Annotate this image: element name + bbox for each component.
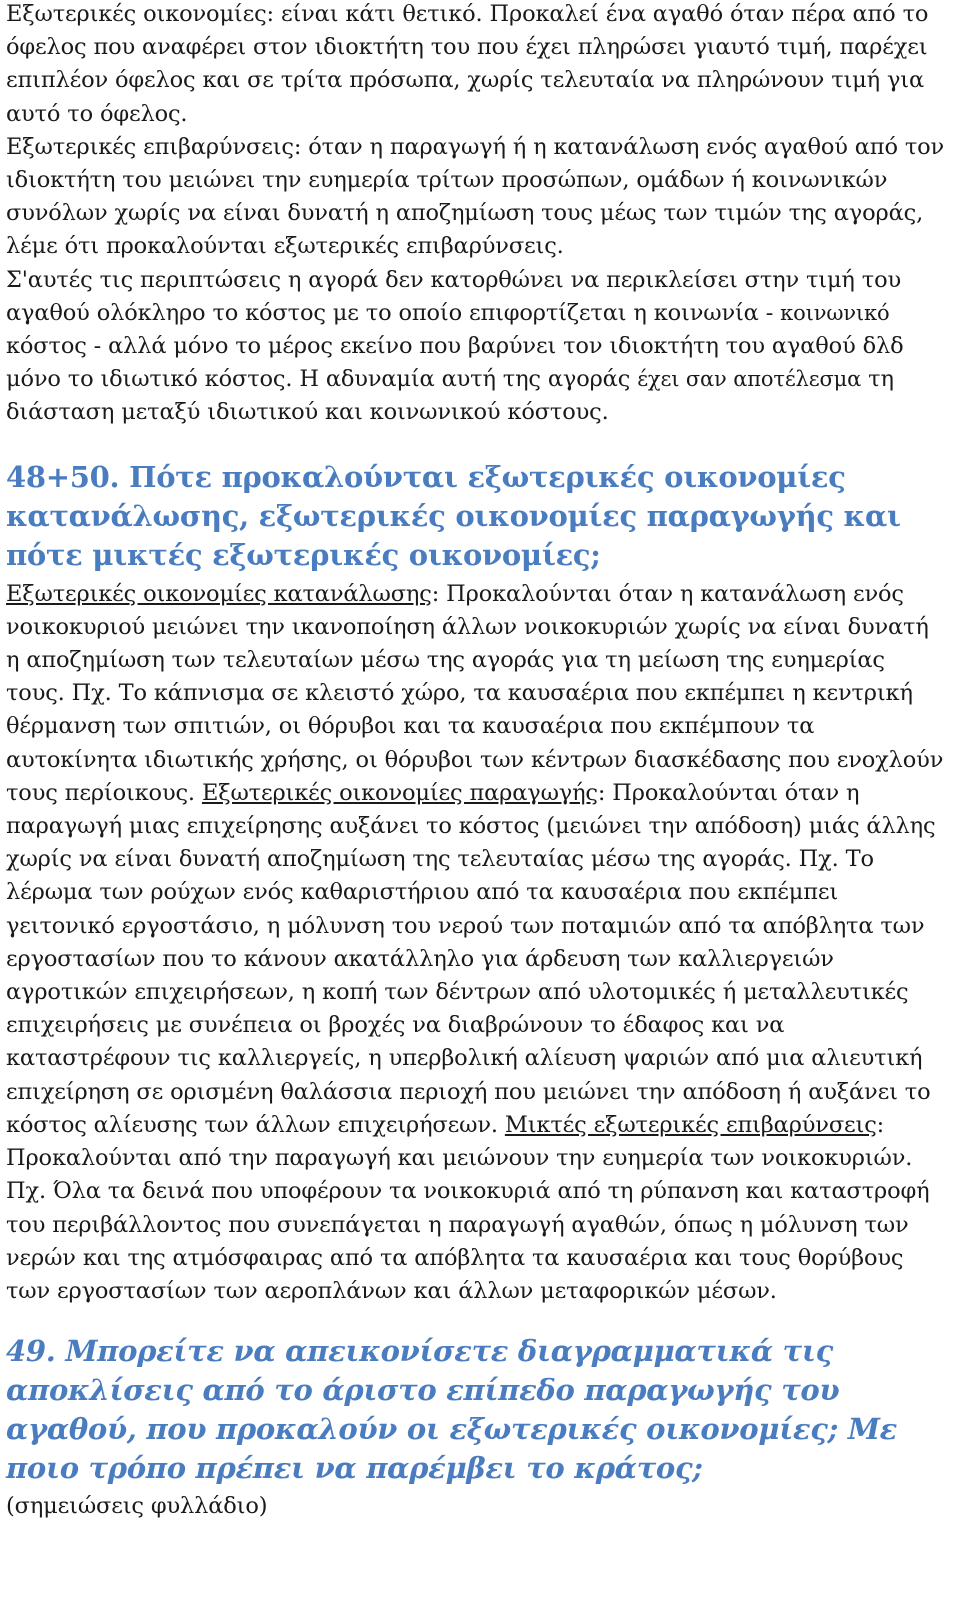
paragraph-text: κόστος - αλλά μόνο το μέρος εκείνο που βαρύνει τον ιδιοκτήτη του αγαθού δλδ μόνο το ιδιωτικό κόστος. Η αδυναμία αυτή της αγοράς bbox=[6, 333, 904, 393]
document-page bbox=[6, 0, 946, 1523]
paragraph-text: : Προκαλούνται όταν η κατανάλωση ενός νοικοκυριού μειώνει την ικανοποίηση άλλων νοικοκυριών χωρίς να είναι δυνατή η αποζημίωση των τελευταίων μέσω της αγοράς για τη μείωση της ευημερίας τους. Πχ. Το κάπνισμα σε κλειστό χώρο, τα καυσαέρια που εκπέμπει η κεντρική θέρμανση των σπιτιών, οι θόρυβοι και τα καυσαέρια που εκπέμπουν τα αυτοκίνητα ιδιωτικής χρήσης, οι θόρυβοι των κέντρων διασκέδασης που ενοχλούν τους περίοικους. bbox=[6, 580, 944, 806]
question-heading-48-50: 48+50. Πότε προκαλούνται εξωτερικές οικονομίες κατανάλωσης, εξωτερικές οικονομίες παραγωγής και πότε μικτές εξωτερικές οικονομίες; bbox=[6, 459, 901, 572]
notes-reference: (σημειώσεις φυλλάδιο) bbox=[6, 1493, 268, 1520]
paragraph-text: Σ'αυτές τις περιπτώσεις η αγορά δεν κατορθώνει να περικλείσει στην τιμή του αγαθού ολόκληρο το κόστος με το οποίο επιφορτίζεται η κοινωνία - bbox=[6, 266, 901, 326]
paragraph-text: τη διάσταση μεταξύ ιδιωτικού και κοινωνικού κόστους. bbox=[6, 366, 894, 426]
paragraph-external-economies: Εξωτερικές οικονομίες: είναι κάτι θετικό. Προκαλεί ένα αγαθό όταν πέρα από το όφελος που αναφέρει στον ιδιοκτήτη του που έχει πληρώσει γιαυτό τιμή, παρέχει επιπλέον όφελος και σε τρίτα πρόσωπα, χωρίς τελευταία να πληρώνουν τιμή για αυτό το όφελος. bbox=[6, 1, 929, 127]
question-heading-49: 49. Μπορείτε να απεικονίσετε διαγραμματικά τις αποκλίσεις από το άριστο επίπεδο παραγωγής του αγαθού, που προκαλούν οι εξωτερικές οικονομίες; Με ποιο τρόπο πρέπει να παρέμβει το κράτος; bbox=[6, 1334, 897, 1486]
paragraph-market-failure bbox=[6, 264, 946, 430]
paragraph-external-burdens: Εξωτερικές επιβαρύνσεις: όταν η παραγωγή ή η κατανάλωση ενός αγαθού από τον ιδιοκτήτη του μειώνει την ευημερία τρίτων προσώπων, ομάδων ή κοινωνικών συνόλων χωρίς να είναι δυνατή η αποζημίωση τους μέως των τιμών της αγοράς, λέμε ότι προκαλούνται εξωτερικές επιβαρύνσεις. bbox=[6, 133, 945, 260]
paragraph-text: έχει σαν αποτέλεσμα bbox=[637, 367, 862, 392]
paragraph-text: : Προκαλούνται από την παραγωγή και μειώνουν την ευημερία των νοικοκυριών. Πχ. Όλα τα δεινά που υποφέρουν τα νοικοκυριά από τη ρύπανση και καταστροφή του περιβάλλοντος που συνεπάγεται η παραγωγή αγαθών, όπως η μόλυνση των νερών και της ατμόσφαιρας από τα απόβλητα τα καυσαέρια και τους θορύβους των εργοστασίων των αεροπλάνων και άλλων μεταφορικών μέσων. bbox=[6, 1111, 930, 1304]
term-production-externalities: Εξωτερικές οικονομίες παραγωγής bbox=[201, 779, 598, 806]
term-mixed-externalities: Μικτές εξωτερικές επιβαρύνσεις bbox=[504, 1111, 877, 1138]
paragraph-external-economies-types bbox=[6, 578, 946, 1308]
term-consumption-externalities: Εξωτερικές οικονομίες κατανάλωσης bbox=[6, 580, 432, 607]
paragraph-text: : Προκαλούνται όταν η παραγωγή μιας επιχείρησης αυξάνει το κόστος (μειώνει την απόδοση) μιάς άλλης χωρίς να είναι δυνατή αποζημίωση της τελευταίας μέσω της αγοράς. Πχ. Το λέρωμα των ρούχων ενός καθαριστήριου από τα καυσαέρια που εκπέμπει γειτονικό εργοστάσιο, η μόλυνση του νερού των ποταμιών από τα απόβλητα των εργοστασίων που το κάνουν ακατάλληλο για άρδευση των καλλιεργειών αγροτικών επιχειρήσεων, η κοπή των δέντρων από υλοτομικές ή μεταλλευτικές επιχειρήσεις με συνέπεια οι βροχές να διαβρώνουν το έδαφος και να καταστρέφουν τις καλλιεργείς, η υπερβολική αλίευση ψαριών από μια αλιευτική επιχείρηση σε ορισμένη θαλάσσια περιοχή που μειώνει την απόδοση ή αυξάνει το κόστος αλίευσης των άλλων επιχειρήσεων. bbox=[6, 779, 936, 1138]
paragraph-text: κοινωνικό bbox=[780, 300, 890, 325]
